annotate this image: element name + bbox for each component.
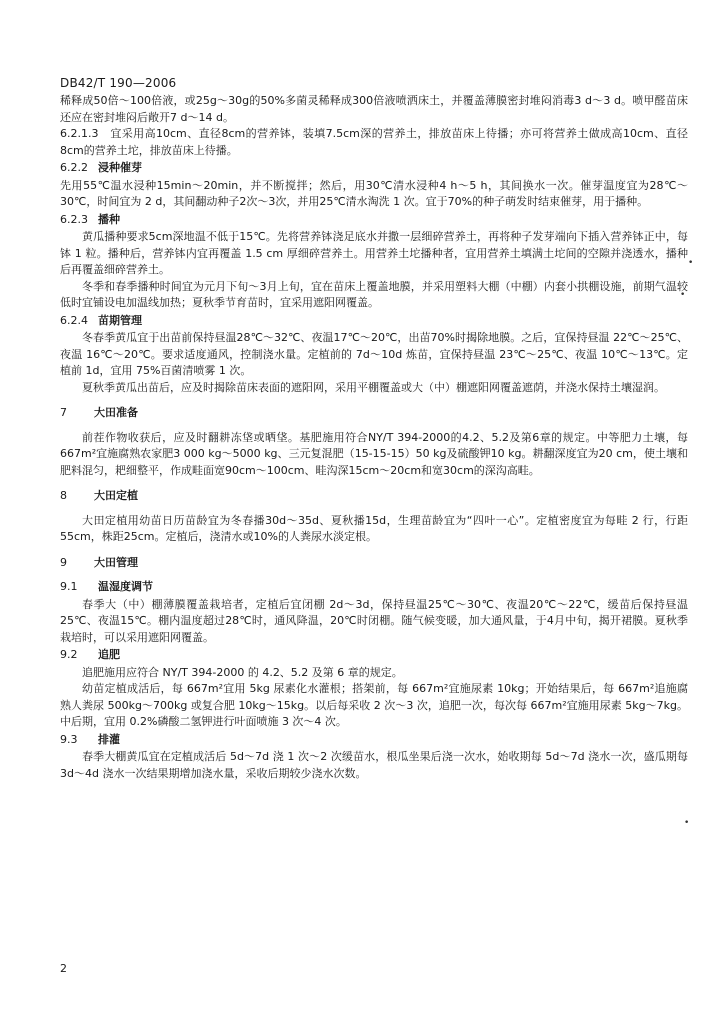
heading-number: 9.1 (60, 580, 78, 593)
scan-speck: • (684, 818, 690, 828)
heading-title: 追肥 (98, 648, 120, 661)
paragraph: 黄瓜播种要求5cm深地温不低于15℃。先将营养钵浇足底水并撒一层细碎营养土，再将种子发芽端向下插入营养钵正中，每钵 1 粒。播种后，营养钵内宜再覆盖 1.5 cm 厚细碎营养土。用营养土坨播种者，宜用营养土填满土坨间的空隙并浇透水，播种后再覆盖细碎营养土。 (60, 230, 688, 276)
heading-number: 9.2 (60, 648, 78, 661)
subsection-heading (60, 732, 688, 749)
standard-number-header: DB42/T 190—2006 (60, 76, 177, 90)
paragraph: 前茬作物收获后，应及时翻耕冻垡或晒垡。基肥施用符合NY/T 394-2000的4.2、5.2及第6章的规定。中等肥力土壤，每667m²宜施腐熟农家肥3 000 kg～5000 kg、三元复混肥（15-15-15）50 kg及硫酸钾10 kg。耕翻深度宜为20 cm，使土壤和肥料混匀，耙细整平，作成畦面宽90cm～100cm、畦沟深15cm～20cm和宽30cm的深沟高畦。 (60, 430, 688, 477)
paragraph: 大田定植用幼苗日历苗龄宜为冬春播30d～35d、夏秋播15d，生理苗龄宜为“四叶一心”。定植密度宜为每畦 2 行，行距55cm，株距25cm。定植后，浇清水或10%的人粪尿水淡定根。 (60, 513, 688, 543)
paragraph: 幼苗定植成活后，每 667m²宜用 5kg 尿素化水灌根；搭架前，每 667m²宜施尿素 10kg；开始结果后，每 667m²追施腐熟人粪尿 500kg～700kg 或复合肥 10kg～15kg。以后每采收 2 次～3 次，追肥一次，每次每 667m²宜施用尿素 5kg～7kg。中后期，宜用 0.2%磷酸二氢钾进行叶面喷施 3 次～4 次。 (60, 682, 688, 728)
scan-speck: • (680, 290, 686, 300)
subsection-heading (60, 313, 688, 330)
paragraph: 春季大棚黄瓜宜在定植成活后 5d～7d 浇 1 次～2 次缓苗水，根瓜坐果后浇一次水，始收期每 5d～7d 浇水一次，盛瓜期每 3d～4d 浇水一次结果期增加浇水量，采收后期较少浇水次数。 (60, 750, 688, 780)
heading-title: 播种 (98, 212, 120, 226)
heading-title: 浸种催芽 (98, 161, 142, 174)
heading-number: 6.2.4 (60, 313, 88, 327)
heading-title: 大田管理 (94, 555, 138, 569)
paragraph: 冬春季黄瓜宜于出苗前保持昼温28℃～32℃、夜温17℃～20℃，出苗70%时揭除地膜。之后，宜保持昼温 22℃～25℃、夜温 16℃～20℃。要求适度通风，控制浇水量。定植前的 7d～10d 炼苗，宜保持昼温 23℃～25℃、夜温 10℃～13℃。定植前 1d，宜用 75%百菌清喷雾 1 次。 (60, 331, 688, 377)
paragraph: 夏秋季黄瓜出苗后，应及时揭除苗床表面的遮阳网，采用平棚覆盖或大（中）棚遮阳网覆盖遮荫，并浇水保持土壤湿润。 (82, 380, 665, 394)
paragraph: 春季大（中）棚薄膜覆盖栽培者，定植后宜闭棚 2d～3d，保持昼温25℃～30℃、夜温20℃～22℃，缓苗后保持昼温25℃、夜温15℃。棚内温度超过28℃时，通风降温，20℃时闭棚。随气候变暖，加大通风量，于4月中旬，揭开裙膜。夏秋季栽培时，可以采用遮阳网覆盖。 (60, 597, 688, 644)
heading-title: 温湿度调节 (98, 580, 153, 593)
heading-number: 9.3 (60, 732, 78, 746)
heading-number: 7 (60, 406, 67, 419)
document-body (60, 93, 688, 782)
paragraph: 先用55℃温水浸种15min～20min，并不断搅拌；然后，用30℃清水浸种4 h～5 h，其间换水一次。催芽温度宜为28℃～30℃，时间宜为 2 d，其间翻动种子2次～3次，并用25℃清水淘洗 1 次。宜于70%的种子萌发时结束催芽，用于播种。 (60, 178, 688, 208)
scan-speck: • (688, 258, 694, 268)
paragraph: 追肥施用应符合 NY/T 394-2000 的 4.2、5.2 及第 6 章的规定。 (82, 665, 403, 679)
heading-title: 排灌 (98, 732, 120, 746)
subsection-heading (60, 212, 688, 229)
section-heading (60, 405, 688, 422)
heading-number: 6.2.2 (60, 161, 88, 174)
heading-title: 苗期管理 (98, 313, 142, 327)
heading-title: 大田定植 (94, 489, 138, 502)
section-heading (60, 488, 688, 505)
heading-title: 大田准备 (94, 406, 138, 419)
subsection-heading (60, 160, 688, 177)
subsection-heading (60, 647, 688, 664)
paragraph: 6.2.1.3 宜采用高10cm、直径8cm的营养钵，装填7.5cm深的营养土，排放苗床上待播；亦可将营养土做成高10cm、直径8cm的营养土坨，排放苗床上待播。 (60, 127, 688, 157)
heading-number: 9 (60, 555, 67, 569)
paragraph: 稀释成50倍～100倍液，或25g～30g的50%多菌灵稀释成300倍液喷洒床土，并覆盖薄膜密封堆闷消毒3 d～3 d。喷甲醛苗床还应在密封堆闷后敞开7 d～14 d。 (60, 94, 688, 124)
heading-number: 8 (60, 489, 67, 502)
section-heading (60, 555, 688, 572)
paragraph: 冬季和春季播种时间宜为元月下旬～3月上旬，宜在苗床上覆盖地膜，并采用塑料大棚（中棚）内套小拱棚设施，前期气温较低时宜铺设电加温线加热；夏秋季节育苗时，宜采用遮阳网覆盖。 (60, 279, 688, 309)
heading-number: 6.2.3 (60, 212, 88, 226)
subsection-heading (60, 579, 688, 596)
page-number: 2 (60, 962, 67, 975)
